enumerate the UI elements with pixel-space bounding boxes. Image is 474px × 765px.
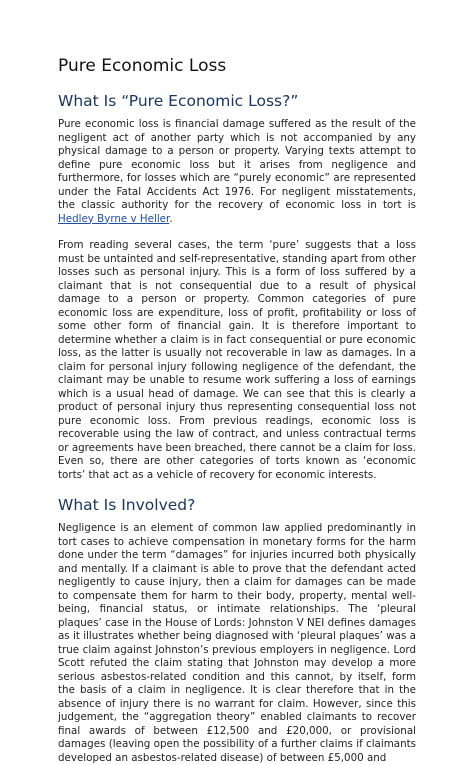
paragraph-negligence: Negligence is an element of common law applied predominantly in tort cases to achieve compensation in monetary forms for the harm done under the term “damages” for injuries incurred both physically and mentally. If a claimant is able to prove that the defendant acted negligently to cause injury, then a claim for damages can be made to compensate them for harm to their body, property, mental well-being, financial status, or intimate relationships. The ‘pleural plaques’ case in the House of Lords: Johnston V NEI defines damages as it illustrates whether being diagnosed with ‘pleural plaques’ was a true claim against Johnston’s previous employers in negligence. Lord Scott refuted the claim stating that Johnston may develop a more serious asbestos-related condition and this cannot, by itself, form the basis of a claim in negligence. It is clear therefore that in the absence of injury there is no warrant for claim. However, since this judgement, the “aggregation theory” enabled claimants to recover final awards of between £12,500 and £20,000, or provisional damages (leaving open the possibility of a further claims if claimants developed an asbestos-related disease) of between £5,000 and (58, 522, 416, 764)
paragraph-definition-end: . (169, 212, 173, 225)
hedley-byrne-link[interactable]: Hedley Byrne v Heller (58, 212, 170, 225)
paragraph-definition-text: Pure economic loss is financial damage suffered as the result of the negligent act of another party which is not accompanied by any physical damage to a person or property. Varying texts attempt to define pure economic loss but it arises from negligence and furthermore, for losses which are “purely economic” are represented under the Fatal Accidents Act 1976. For negligent misstatements, the classic authority for the recovery of economic loss in tort is (58, 118, 416, 211)
section-heading-what-is-pure-economic-loss: What Is “Pure Economic Loss?” (58, 92, 299, 110)
section-heading-what-is-involved: What Is Involved? (58, 496, 196, 514)
paragraph-definition (58, 118, 416, 226)
paragraph-pure-loss-discussion: From reading several cases, the term ‘pure’ suggests that a loss must be untainted and self-representative, standing apart from other losses such as personal injury. This is a form of loss suffered by a claimant that is not consequential due to a result of physical damage to a person or property. Common categories of pure economic loss are expenditure, loss of profit, profitability or loss of some other form of financial gain. It is therefore important to determine whether a claim is in fact consequential or pure economic loss, as the latter is usually not recoverable in law as damages. In a claim for personal injury following negligence of the defendant, the claimant may be unable to resume work suffering a loss of earnings which is a usual head of damage. We can see that this is clearly a product of personal injury thus representing consequential loss not pure economic loss. From previous readings, economic loss is recoverable using the law of contract, and unless contractual terms or agreements have been breached, there cannot be a claim for loss. Even so, there are other categories of torts known as ‘economic torts’ that act as a vehicle of recovery for economic interests. (58, 239, 416, 481)
document-title: Pure Economic Loss (58, 56, 227, 76)
